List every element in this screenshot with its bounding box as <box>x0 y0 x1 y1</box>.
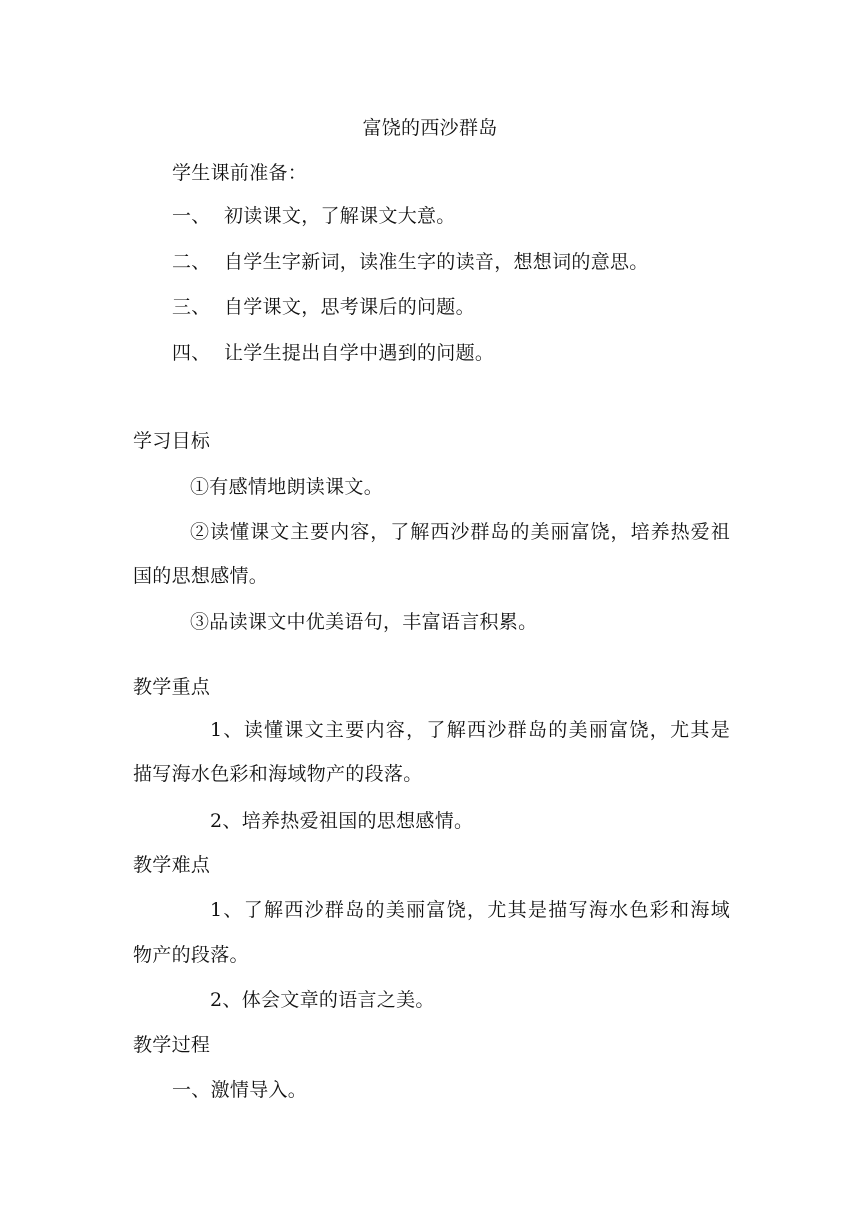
goals-item-3: ③品读课文中优美语句，丰富语言积累。 <box>190 611 538 633</box>
key-points-heading: 教学重点 <box>133 676 211 698</box>
prep-item-2 <box>172 250 649 274</box>
goals-item-1: ①有感情地朗读课文。 <box>190 476 384 498</box>
key-points-item-1-line-2: 描写海水色彩和海域物产的段落。 <box>133 763 423 785</box>
prep-item-1-text: 初读课文，了解课文大意。 <box>224 205 456 227</box>
key-points-item-2: 2、培养热爱祖国的思想感情。 <box>210 810 474 832</box>
prep-item-3 <box>172 295 475 319</box>
goals-item-2-line-1: ②读懂课文主要内容，了解西沙群岛的美丽富饶，培养热爱祖 <box>190 521 730 543</box>
prep-item-1 <box>172 204 456 228</box>
goals-heading: 学习目标 <box>133 430 211 452</box>
goals-item-2-line-2: 国的思想感情。 <box>133 565 269 587</box>
difficulties-item-1-line-1: 1、了解西沙群岛的美丽富饶，尤其是描写海水色彩和海域 <box>210 899 730 921</box>
process-item-1: 一、激情导入。 <box>172 1079 308 1101</box>
prep-item-3-number: 三、 <box>172 296 211 318</box>
prep-item-4-text: 让学生提出自学中遇到的问题。 <box>224 342 495 364</box>
prep-item-2-text: 自学生字新词，读准生字的读音，想想词的意思。 <box>224 251 649 273</box>
difficulties-heading: 教学难点 <box>133 854 211 876</box>
prep-heading: 学生课前准备： <box>172 162 308 184</box>
page-title: 富饶的西沙群岛 <box>362 117 498 139</box>
prep-item-2-number: 二、 <box>172 251 211 273</box>
prep-item-4-number: 四、 <box>172 342 211 364</box>
prep-item-4 <box>172 341 494 365</box>
difficulties-item-1-line-2: 物产的段落。 <box>133 944 249 966</box>
process-heading: 教学过程 <box>133 1034 211 1056</box>
difficulties-item-2: 2、体会文章的语言之美。 <box>210 989 435 1011</box>
key-points-item-1-line-1: 1、读懂课文主要内容，了解西沙群岛的美丽富饶，尤其是 <box>210 719 730 741</box>
prep-item-3-text: 自学课文，思考课后的问题。 <box>224 296 475 318</box>
prep-item-1-number: 一、 <box>172 205 211 227</box>
